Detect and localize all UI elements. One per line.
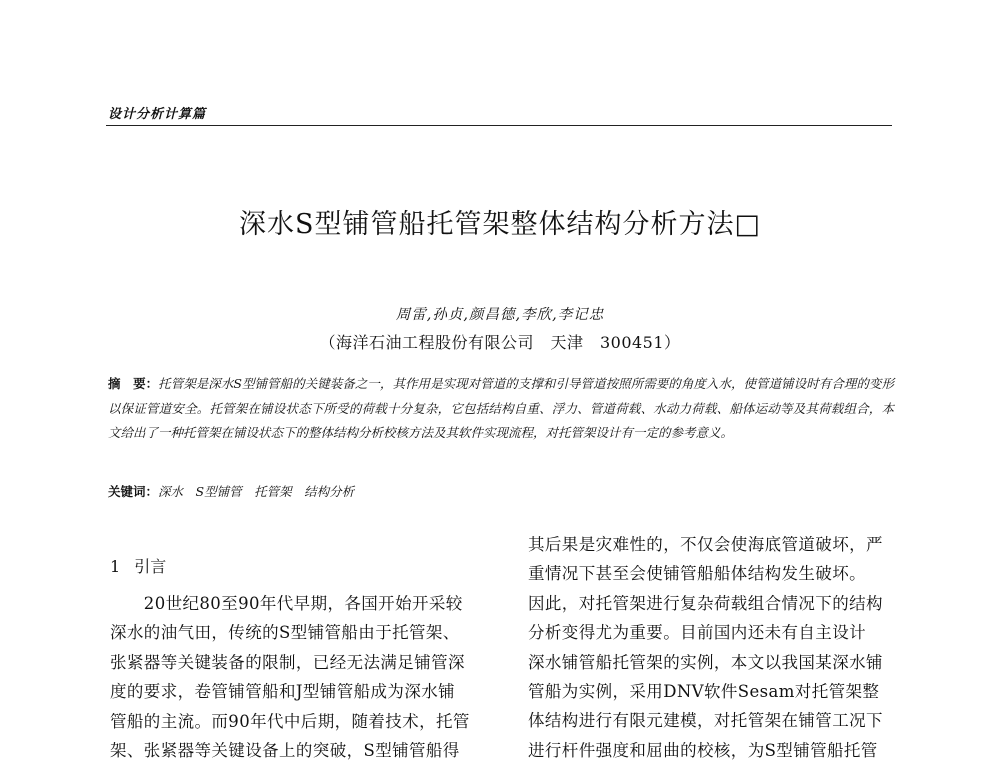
body-line: 深水的油气田，传统的S型铺管船由于托管架、 xyxy=(110,623,460,643)
body-line: 重情况下甚至会使铺管船船体结构发生破坏。 xyxy=(528,564,866,584)
header-rule xyxy=(106,125,892,126)
section-title: 引言 xyxy=(134,557,167,576)
left-column xyxy=(110,589,470,765)
section-tag: 设计分析计算篇 xyxy=(108,107,207,122)
body-line: 20世纪80至90年代早期，各国开始开采较 xyxy=(110,594,463,613)
body-line: 管船的主流。而90年代中后期，随着技术，托管 xyxy=(110,711,470,731)
body-line: 张紧器等关键装备的限制，已经无法满足铺管深 xyxy=(110,652,465,672)
body-line: 进行杆件强度和屈曲的校核，为S型铺管船托管 xyxy=(528,740,878,760)
body-line: 深水铺管船托管架的实例，本文以我国某深水铺 xyxy=(528,652,883,672)
abstract xyxy=(108,372,894,446)
right-column xyxy=(528,530,883,765)
section-number: 1 xyxy=(110,557,121,576)
body-line: 管船为实例，采用DNV软件Sesam对托管架整 xyxy=(528,682,880,702)
body-line: 架、张紧器等关键设备上的突破，S型铺管船得 xyxy=(110,741,460,761)
body-line: 度的要求，卷管铺管船和J型铺管船成为深水铺 xyxy=(110,682,456,702)
keywords-label: 关键词： xyxy=(108,484,159,499)
body-line: 因此，对托管架进行复杂荷载组合情况下的结构 xyxy=(528,593,883,613)
body-line: 体结构进行有限元建模，对托管架在铺管工况下 xyxy=(528,711,883,731)
abstract-label: 摘 要： xyxy=(108,376,159,391)
abstract-text: 托管架是深水S型铺管船的关键装备之一，其作用是实现对管道的支撑和引导管道按照所需要的角度入水，使管道铺设时有合理的变形以保证管道安全。托管架在铺设状态下所受的荷载十分复杂，它包括结构自重、浮力、管道荷载、水动力荷载、船体运动等及其荷载组合，本文给出了一种托管架在铺设状态下的整体结构分析校核方法及其软件实现流程，对托管架设计有一定的参考意义。 xyxy=(108,376,894,441)
section-heading xyxy=(110,554,166,577)
keywords xyxy=(108,482,894,500)
keywords-text: 深水 S型铺管 托管架 结构分析 xyxy=(158,484,355,499)
paper-title: 深水S型铺管船托管架整体结构分析方法□ xyxy=(238,209,761,240)
authors: 周雷,孙贞,颜昌德,李欣,李记忠 xyxy=(395,307,605,323)
body-line: 其后果是灾难性的，不仅会使海底管道破坏，严 xyxy=(528,535,883,554)
affiliation: （海洋石油工程股份有限公司 天津 300451） xyxy=(319,333,681,352)
body-line: 分析变得尤为重要。目前国内还未有自主设计 xyxy=(528,623,866,643)
